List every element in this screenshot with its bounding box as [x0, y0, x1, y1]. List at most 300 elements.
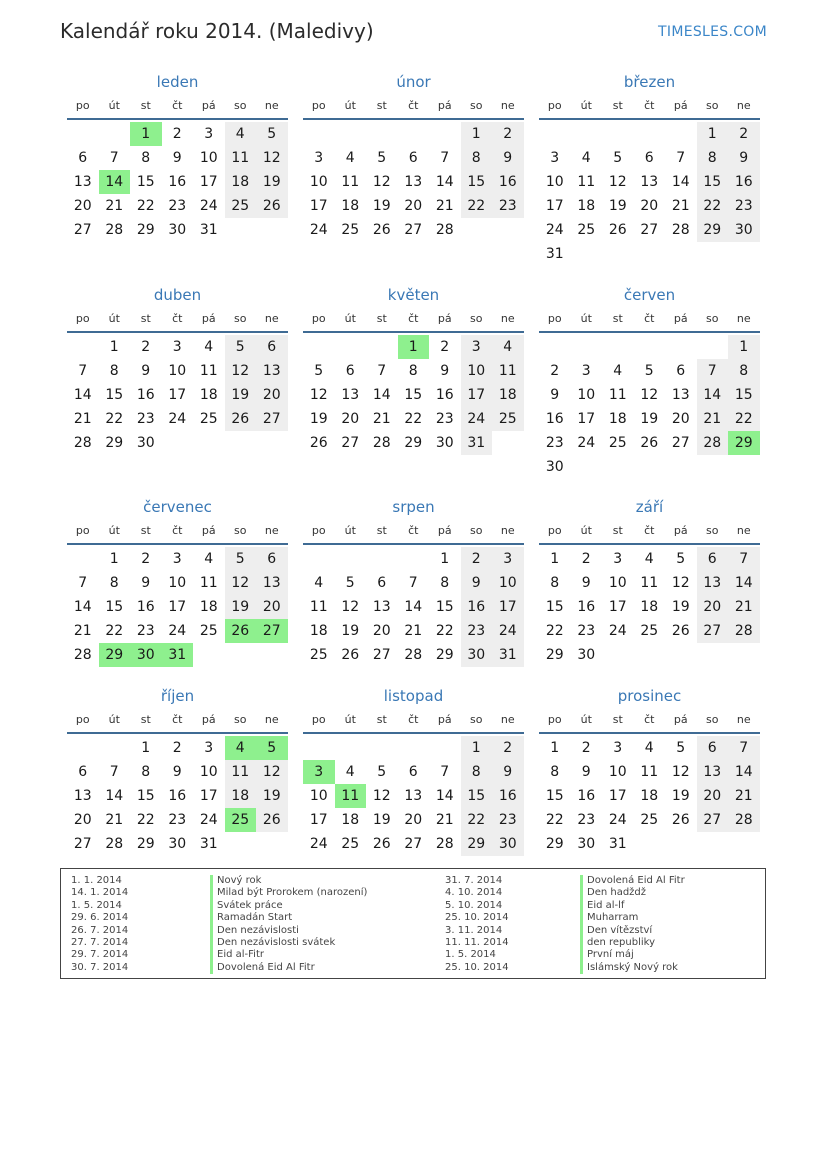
- brand-link[interactable]: TIMESLES.COM: [658, 24, 767, 40]
- empty-cell: [335, 736, 367, 760]
- month-name: srpen: [392, 498, 435, 516]
- day-cell: 15: [404, 387, 423, 403]
- day-cell: 19: [671, 599, 690, 615]
- day-cell: 27: [640, 222, 659, 238]
- weekday-label: st: [140, 312, 151, 325]
- day-cell: 25: [341, 836, 360, 852]
- day-cell: 15: [545, 788, 564, 804]
- day-cell: 29: [545, 647, 564, 663]
- day-cell: 31: [608, 836, 627, 852]
- day-cell: 18: [640, 599, 659, 615]
- month-0: [67, 70, 288, 242]
- empty-cell: [303, 547, 335, 571]
- day-cell: 21: [728, 784, 760, 808]
- month-3: [67, 283, 288, 455]
- day-grid: [539, 547, 760, 667]
- weekday-header: [67, 307, 288, 333]
- month-name: leden: [156, 73, 199, 91]
- legend-names-left: [210, 875, 367, 974]
- day-cell: 7: [728, 547, 760, 571]
- weekday-label: ne: [736, 312, 751, 325]
- day-cell: 27: [697, 808, 729, 832]
- day-cell: 23: [136, 411, 155, 427]
- holiday-day-cell: 4: [225, 736, 257, 760]
- day-cell: 11: [309, 599, 328, 615]
- weekday-header: [539, 708, 760, 734]
- holiday-day-cell: 26: [225, 619, 257, 643]
- weekday-label: po: [311, 713, 326, 726]
- empty-cell: [67, 736, 99, 760]
- weekday-label: út: [580, 713, 592, 726]
- day-cell: 25: [577, 222, 596, 238]
- day-grid: [539, 335, 760, 479]
- day-cell: 17: [309, 812, 328, 828]
- day-cell: 9: [492, 760, 524, 784]
- weekday-label: po: [547, 312, 562, 325]
- weekday-label: ne: [500, 713, 515, 726]
- day-cell: 20: [671, 411, 690, 427]
- day-cell: 2: [440, 339, 450, 355]
- day-cell: 6: [676, 363, 686, 379]
- day-cell: 8: [461, 760, 493, 784]
- day-cell: 28: [697, 431, 729, 455]
- weekday-label: út: [344, 312, 356, 325]
- legend-holiday-name: Ramadán Start: [210, 912, 367, 924]
- legend-date: 29. 6. 2014: [71, 912, 129, 924]
- empty-cell: [602, 335, 634, 359]
- empty-cell: [634, 335, 666, 359]
- day-cell: 11: [225, 760, 257, 784]
- day-cell: 4: [225, 122, 257, 146]
- day-cell: 23: [168, 198, 187, 214]
- day-cell: 15: [435, 599, 454, 615]
- day-cell: 31: [492, 643, 524, 667]
- day-cell: 10: [608, 764, 627, 780]
- day-cell: 15: [545, 599, 564, 615]
- weekday-label: st: [376, 99, 387, 112]
- legend-holiday-name: Den nezávislosti: [210, 925, 367, 937]
- weekday-label: so: [470, 524, 483, 537]
- empty-cell: [335, 122, 367, 146]
- day-cell: 6: [697, 547, 729, 571]
- day-cell: 7: [408, 575, 418, 591]
- month-name: květen: [387, 286, 440, 304]
- weekday-header: [303, 94, 524, 120]
- weekday-label: pá: [673, 99, 688, 112]
- day-cell: 7: [78, 363, 88, 379]
- day-cell: 13: [671, 387, 690, 403]
- day-cell: 10: [492, 571, 524, 595]
- day-cell: 24: [577, 435, 596, 451]
- day-cell: 13: [404, 788, 423, 804]
- day-cell: 28: [435, 222, 454, 238]
- weekday-label: pá: [437, 99, 452, 112]
- day-cell: 7: [440, 150, 450, 166]
- day-cell: 9: [581, 575, 591, 591]
- weekday-label: so: [470, 713, 483, 726]
- day-cell: 6: [644, 150, 654, 166]
- empty-cell: [634, 122, 666, 146]
- month-name: červenec: [143, 498, 212, 516]
- weekday-label: st: [140, 99, 151, 112]
- day-cell: 13: [372, 599, 391, 615]
- day-cell: 25: [309, 647, 328, 663]
- day-cell: 30: [577, 836, 596, 852]
- day-cell: 11: [492, 359, 524, 383]
- weekday-label: ne: [264, 524, 279, 537]
- day-cell: 17: [199, 174, 218, 190]
- day-cell: 27: [341, 435, 360, 451]
- day-cell: 21: [435, 198, 454, 214]
- weekday-label: ne: [264, 312, 279, 325]
- day-cell: 19: [671, 788, 690, 804]
- day-cell: 6: [345, 363, 355, 379]
- day-cell: 15: [105, 387, 124, 403]
- day-cell: 28: [105, 836, 124, 852]
- legend-date: 27. 7. 2014: [71, 936, 129, 948]
- month-7: [303, 495, 524, 667]
- month-name: únor: [396, 73, 431, 91]
- day-cell: 18: [640, 788, 659, 804]
- day-cell: 18: [225, 170, 257, 194]
- day-cell: 8: [550, 575, 560, 591]
- weekday-label: so: [470, 312, 483, 325]
- day-cell: 3: [550, 150, 560, 166]
- weekday-label: čt: [408, 99, 419, 112]
- day-cell: 8: [440, 575, 450, 591]
- day-cell: 12: [671, 575, 690, 591]
- day-cell: 29: [404, 435, 423, 451]
- day-cell: 20: [404, 812, 423, 828]
- day-cell: 2: [461, 547, 493, 571]
- day-cell: 9: [728, 146, 760, 170]
- day-cell: 23: [492, 808, 524, 832]
- legend-date: 26. 7. 2014: [71, 924, 129, 936]
- day-cell: 12: [671, 764, 690, 780]
- legend-date: 4. 10. 2014: [445, 887, 503, 899]
- holiday-legend: [60, 868, 766, 979]
- day-cell: 2: [141, 551, 151, 567]
- day-cell: 7: [440, 764, 450, 780]
- day-cell: 1: [550, 740, 560, 756]
- legend-date: 30. 7. 2014: [71, 961, 129, 973]
- day-cell: 28: [435, 836, 454, 852]
- legend-holiday-name: Islámský Nový rok: [580, 962, 685, 974]
- weekday-label: ne: [500, 524, 515, 537]
- day-cell: 31: [199, 222, 218, 238]
- day-cell: 10: [168, 575, 187, 591]
- month-6: [67, 495, 288, 667]
- day-cell: 30: [168, 836, 187, 852]
- legend-date: 1. 5. 2014: [445, 949, 496, 961]
- day-cell: 5: [314, 363, 324, 379]
- day-cell: 3: [581, 363, 591, 379]
- weekday-label: st: [376, 713, 387, 726]
- legend-date: 25. 10. 2014: [445, 961, 509, 973]
- day-cell: 24: [309, 836, 328, 852]
- legend-date: 31. 7. 2014: [445, 875, 503, 886]
- empty-cell: [665, 335, 697, 359]
- legend-holiday-name: Dovolená Eid Al Fitr: [580, 875, 685, 887]
- day-cell: 26: [225, 407, 257, 431]
- empty-cell: [571, 335, 603, 359]
- day-cell: 14: [435, 174, 454, 190]
- weekday-label: ne: [736, 99, 751, 112]
- day-cell: 27: [697, 619, 729, 643]
- day-cell: 13: [697, 571, 729, 595]
- day-cell: 16: [728, 170, 760, 194]
- day-cell: 14: [73, 387, 92, 403]
- weekday-label: út: [108, 99, 120, 112]
- day-cell: 15: [728, 383, 760, 407]
- day-cell: 30: [728, 218, 760, 242]
- day-cell: 24: [608, 812, 627, 828]
- day-cell: 24: [168, 411, 187, 427]
- day-cell: 16: [168, 788, 187, 804]
- day-cell: 2: [550, 363, 560, 379]
- day-cell: 22: [461, 194, 493, 218]
- day-cell: 4: [314, 575, 324, 591]
- day-cell: 1: [461, 122, 493, 146]
- day-cell: 22: [136, 812, 155, 828]
- holiday-day-cell: 1: [398, 335, 430, 359]
- day-cell: 3: [204, 126, 214, 142]
- day-cell: 24: [199, 812, 218, 828]
- day-cell: 23: [728, 194, 760, 218]
- empty-cell: [335, 335, 367, 359]
- day-cell: 2: [492, 736, 524, 760]
- day-cell: 3: [314, 150, 324, 166]
- day-cell: 6: [408, 764, 418, 780]
- day-cell: 3: [613, 740, 623, 756]
- day-cell: 17: [545, 198, 564, 214]
- day-cell: 25: [199, 623, 218, 639]
- day-cell: 4: [204, 551, 214, 567]
- day-cell: 27: [671, 435, 690, 451]
- weekday-label: po: [75, 713, 90, 726]
- day-cell: 19: [640, 411, 659, 427]
- day-cell: 17: [461, 383, 493, 407]
- day-cell: 8: [109, 575, 119, 591]
- day-cell: 7: [676, 150, 686, 166]
- weekday-label: so: [234, 713, 247, 726]
- day-grid: [303, 547, 524, 667]
- day-cell: 13: [640, 174, 659, 190]
- empty-cell: [303, 736, 335, 760]
- weekday-header: [539, 307, 760, 333]
- day-grid: [303, 335, 524, 455]
- day-cell: 7: [109, 764, 119, 780]
- weekday-label: út: [108, 312, 120, 325]
- day-cell: 23: [577, 812, 596, 828]
- legend-holiday-name: Svátek práce: [210, 900, 367, 912]
- month-name: září: [635, 498, 664, 516]
- day-cell: 13: [256, 359, 288, 383]
- weekday-header: [303, 519, 524, 545]
- weekday-label: po: [75, 312, 90, 325]
- day-grid: [539, 122, 760, 266]
- day-cell: 31: [461, 431, 493, 455]
- weekday-label: po: [75, 99, 90, 112]
- day-cell: 12: [256, 760, 288, 784]
- day-cell: 14: [435, 788, 454, 804]
- day-cell: 18: [577, 198, 596, 214]
- day-cell: 4: [644, 740, 654, 756]
- empty-cell: [366, 547, 398, 571]
- day-cell: 19: [225, 383, 257, 407]
- day-cell: 29: [105, 435, 124, 451]
- day-cell: 1: [461, 736, 493, 760]
- day-cell: 5: [377, 764, 387, 780]
- day-cell: 28: [372, 435, 391, 451]
- day-cell: 6: [408, 150, 418, 166]
- weekday-label: út: [344, 713, 356, 726]
- legend-holiday-name: Den hadždž: [580, 887, 685, 899]
- day-cell: 15: [697, 170, 729, 194]
- empty-cell: [366, 122, 398, 146]
- day-cell: 10: [309, 788, 328, 804]
- day-cell: 28: [404, 647, 423, 663]
- day-cell: 30: [461, 643, 493, 667]
- day-cell: 19: [256, 784, 288, 808]
- day-cell: 4: [204, 339, 214, 355]
- weekday-label: so: [706, 524, 719, 537]
- day-cell: 11: [341, 174, 360, 190]
- day-cell: 22: [435, 623, 454, 639]
- day-cell: 10: [309, 174, 328, 190]
- legend-date: 5. 10. 2014: [445, 899, 503, 911]
- empty-cell: [398, 122, 430, 146]
- day-cell: 13: [697, 760, 729, 784]
- day-cell: 8: [141, 150, 151, 166]
- day-cell: 21: [435, 812, 454, 828]
- day-cell: 9: [141, 575, 151, 591]
- day-cell: 18: [492, 383, 524, 407]
- day-cell: 14: [671, 174, 690, 190]
- day-cell: 25: [640, 623, 659, 639]
- weekday-label: pá: [201, 312, 216, 325]
- day-cell: 8: [109, 363, 119, 379]
- day-cell: 16: [492, 170, 524, 194]
- holiday-day-cell: 31: [162, 643, 194, 667]
- day-cell: 26: [341, 647, 360, 663]
- day-cell: 24: [199, 198, 218, 214]
- day-cell: 5: [256, 122, 288, 146]
- weekday-label: po: [311, 312, 326, 325]
- day-cell: 20: [256, 383, 288, 407]
- day-cell: 27: [404, 222, 423, 238]
- day-cell: 9: [581, 764, 591, 780]
- day-cell: 12: [225, 359, 257, 383]
- weekday-label: so: [706, 99, 719, 112]
- day-cell: 25: [225, 194, 257, 218]
- day-grid: [67, 736, 288, 856]
- weekday-header: [67, 708, 288, 734]
- day-cell: 18: [608, 411, 627, 427]
- day-cell: 4: [613, 363, 623, 379]
- day-cell: 8: [697, 146, 729, 170]
- holiday-day-cell: 27: [256, 619, 288, 643]
- day-cell: 23: [492, 194, 524, 218]
- weekday-label: ne: [736, 524, 751, 537]
- weekday-label: út: [108, 713, 120, 726]
- day-cell: 16: [492, 784, 524, 808]
- day-cell: 13: [404, 174, 423, 190]
- day-cell: 24: [168, 623, 187, 639]
- day-cell: 17: [309, 198, 328, 214]
- empty-cell: [366, 335, 398, 359]
- day-cell: 23: [168, 812, 187, 828]
- day-cell: 18: [225, 784, 257, 808]
- day-cell: 12: [640, 387, 659, 403]
- day-cell: 17: [608, 788, 627, 804]
- weekday-label: út: [580, 99, 592, 112]
- day-cell: 15: [461, 170, 493, 194]
- day-cell: 19: [608, 198, 627, 214]
- day-cell: 18: [341, 812, 360, 828]
- day-cell: 8: [461, 146, 493, 170]
- day-cell: 2: [728, 122, 760, 146]
- day-cell: 6: [78, 150, 88, 166]
- weekday-label: st: [612, 713, 623, 726]
- month-5: [539, 283, 760, 479]
- day-cell: 26: [671, 623, 690, 639]
- day-cell: 2: [141, 339, 151, 355]
- empty-cell: [303, 122, 335, 146]
- month-11: [539, 684, 760, 856]
- month-4: [303, 283, 524, 455]
- weekday-label: út: [344, 99, 356, 112]
- day-cell: 18: [341, 198, 360, 214]
- day-cell: 16: [545, 411, 564, 427]
- day-cell: 11: [608, 387, 627, 403]
- day-cell: 12: [372, 788, 391, 804]
- weekday-label: ne: [500, 99, 515, 112]
- day-cell: 30: [492, 832, 524, 856]
- weekday-label: st: [140, 524, 151, 537]
- day-grid: [67, 547, 288, 667]
- legend-date: 1. 1. 2014: [71, 875, 122, 886]
- day-cell: 10: [199, 150, 218, 166]
- day-cell: 31: [199, 836, 218, 852]
- day-cell: 10: [461, 359, 493, 383]
- weekday-label: čt: [408, 312, 419, 325]
- weekday-label: pá: [673, 312, 688, 325]
- month-1: [303, 70, 524, 242]
- empty-cell: [429, 122, 461, 146]
- day-cell: 20: [73, 198, 92, 214]
- weekday-label: ne: [264, 713, 279, 726]
- day-cell: 28: [728, 808, 760, 832]
- day-cell: 1: [440, 551, 450, 567]
- month-name: říjen: [160, 687, 195, 705]
- day-grid: [303, 122, 524, 242]
- day-cell: 5: [377, 150, 387, 166]
- day-cell: 23: [577, 623, 596, 639]
- day-cell: 13: [73, 174, 92, 190]
- day-cell: 27: [73, 222, 92, 238]
- day-cell: 8: [141, 764, 151, 780]
- day-cell: 19: [309, 411, 328, 427]
- day-cell: 26: [256, 808, 288, 832]
- day-cell: 19: [372, 812, 391, 828]
- day-cell: 15: [105, 599, 124, 615]
- legend-date: 29. 7. 2014: [71, 949, 129, 961]
- day-cell: 16: [577, 788, 596, 804]
- day-cell: 21: [73, 623, 92, 639]
- day-cell: 2: [172, 740, 182, 756]
- legend-date: 25. 10. 2014: [445, 912, 509, 924]
